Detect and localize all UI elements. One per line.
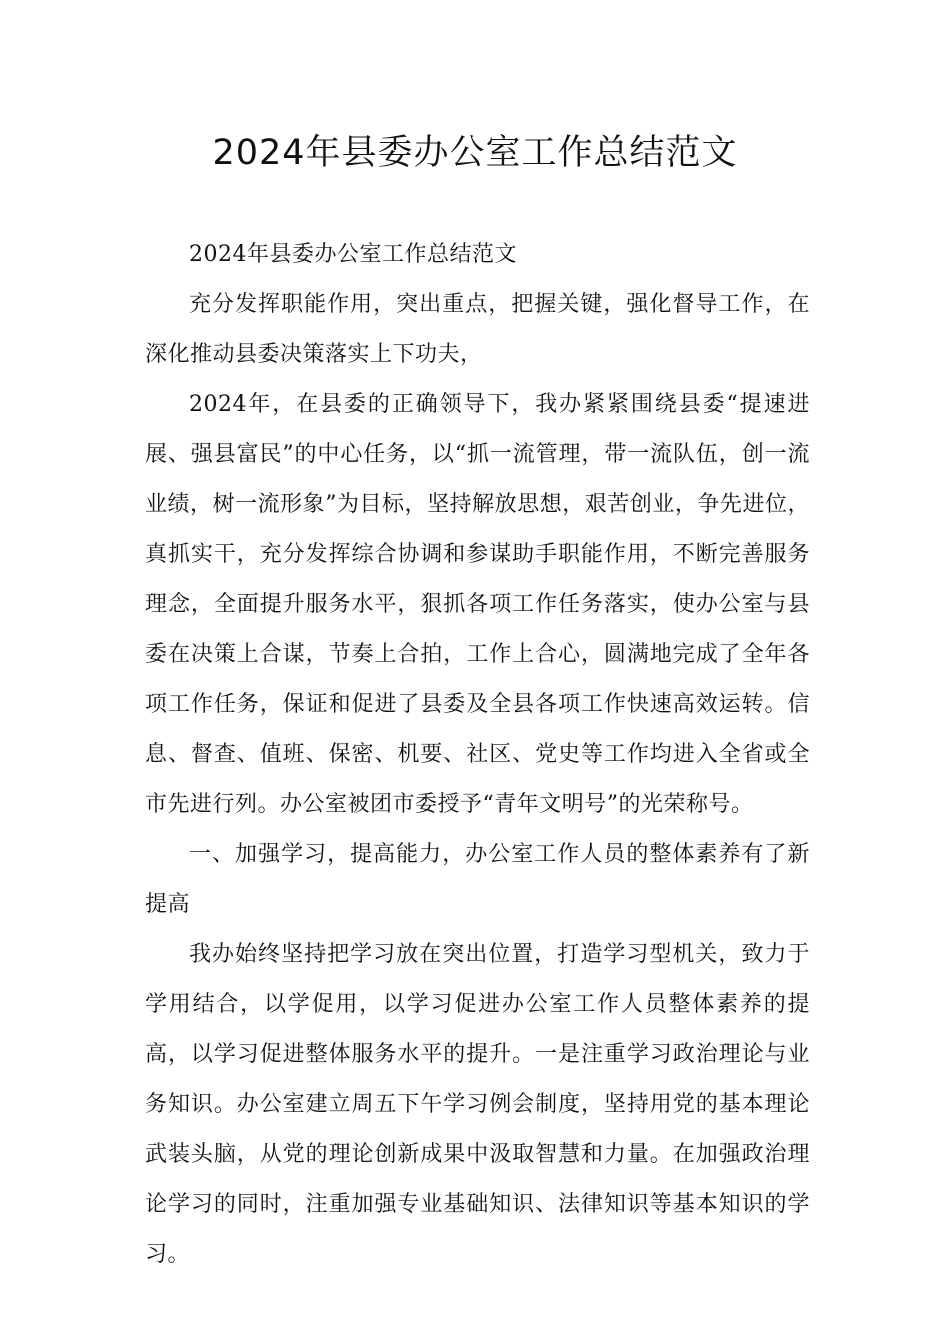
paragraph-overview: 2024年，在县委的正确领导下，我办紧紧围绕县委“提速进展、强县富民”的中心任务，以“抓一流管理，带一流队伍，创一流业绩，树一流形象”为目标，坚持解放思想，艰苦创业，争先进位，真抓实干，充分发挥综合协调和参谋助手职能作用，不断完善服务理念，全面提升服务水平，狠抓各项工作任务落实，使办公室与县委在决策上合谋，节奏上合拍，工作上合心，圆满地完成了全年各项工作任务，保证和促进了县委及全县各项工作快速高效运转。信息、督查、值班、保密、机要、社区、党史等工作均进入全省或全市先进行列。办公室被团市委授予“青年文明号”的光荣称号。 bbox=[145, 392, 810, 817]
paragraph-section-1: 我办始终坚持把学习放在突出位置，打造学习型机关，致力于学用结合，以学促用，以学习促进办公室工作人员整体素养的提高，以学习促进整体服务水平的提升。一是注重学习政治理论与业务知识。办公室建立周五下午学习例会制度，坚持用党的基本理论武装头脑，从党的理论创新成果中汲取智慧和力量。在加强政治理论学习的同时，注重加强专业基础知识、法律知识等基本知识的学习。 bbox=[145, 942, 810, 1267]
document-title: 2024年县委办公室工作总结范文 bbox=[212, 133, 738, 173]
paragraph-subtitle: 2024年县委办公室工作总结范文 bbox=[189, 242, 517, 267]
document-body bbox=[145, 230, 810, 1280]
paragraph-intro: 充分发挥职能作用，突出重点，把握关键，强化督导工作，在深化推动县委决策落实上下功夫， bbox=[145, 292, 810, 367]
section-heading-1: 一、加强学习，提高能力，办公室工作人员的整体素养有了新提高 bbox=[145, 842, 810, 917]
